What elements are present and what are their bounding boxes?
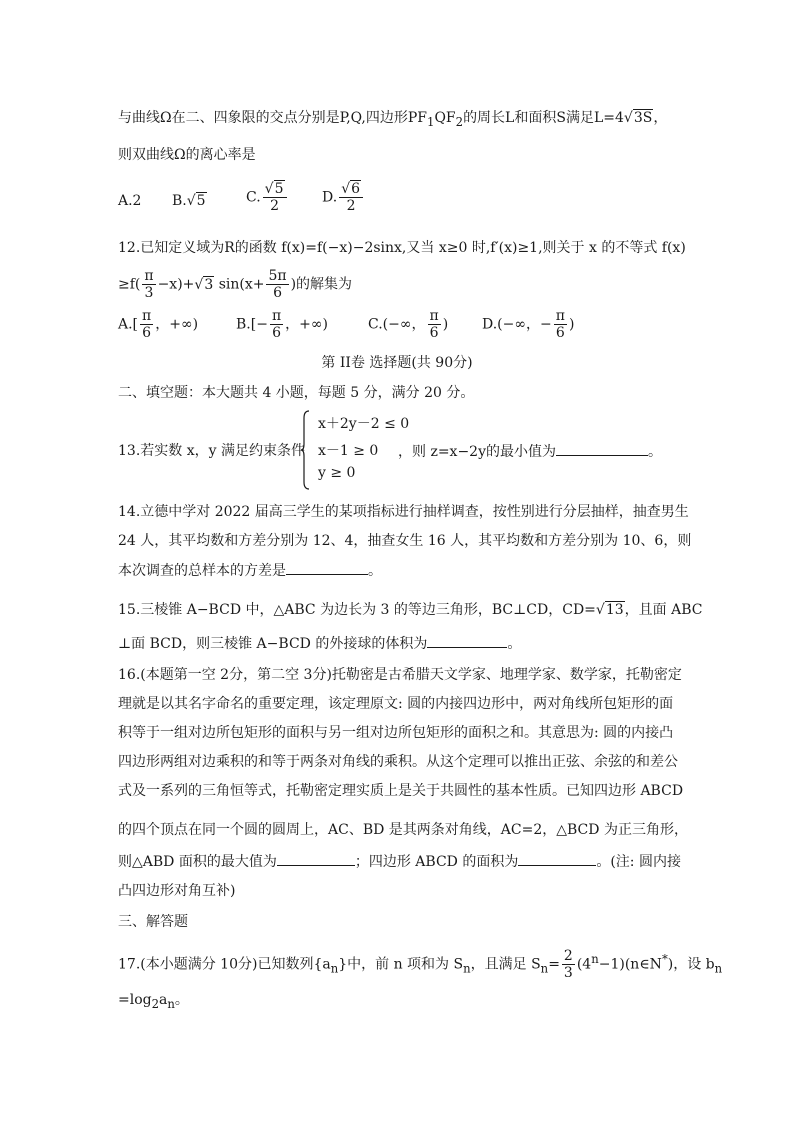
q12-text-c: sin(x+ bbox=[218, 276, 265, 293]
q13-constraint-3: y ≥ 0 bbox=[318, 465, 356, 481]
option-text: ) bbox=[568, 316, 575, 333]
q17-text-e: (4 bbox=[576, 956, 592, 973]
subscript: n bbox=[167, 996, 175, 1011]
radicand: 5 bbox=[274, 181, 284, 197]
q17-text-g: )，设 b bbox=[667, 956, 715, 973]
denominator: 6 bbox=[273, 285, 282, 301]
answer-blank-1[interactable] bbox=[277, 851, 355, 866]
numerator: π bbox=[142, 308, 152, 324]
option-text: ) bbox=[442, 316, 449, 333]
radicand: 5 bbox=[196, 193, 206, 209]
subscript: 2 bbox=[455, 114, 464, 129]
option-label: C. bbox=[246, 189, 261, 206]
option-text: ，+∞) bbox=[285, 316, 328, 333]
q16-line6: 的四个顶点在同一个圆的圆周上，AC、BD 是其两条对角线，AC=2，△BCD 为正三角形， bbox=[118, 822, 688, 838]
fraction bbox=[270, 308, 283, 341]
q17-text-f: −1)(n∈N bbox=[598, 956, 662, 973]
denominator: 3 bbox=[563, 965, 573, 981]
superscript: * bbox=[661, 951, 668, 966]
fraction bbox=[562, 948, 575, 981]
subscript: n bbox=[330, 961, 339, 976]
q17-line1 bbox=[118, 948, 722, 981]
answer-blank[interactable] bbox=[286, 560, 368, 575]
subscript: n bbox=[540, 961, 549, 976]
radicand: 13 bbox=[605, 602, 624, 618]
q11-line2: 则双曲线Ω的离心率是 bbox=[118, 147, 256, 163]
denominator: 6 bbox=[272, 325, 281, 341]
q14-line1: 14.立德中学对 2022 届高三学生的某项指标进行抽样调查，按性别进行分层抽样，抽查男生 bbox=[118, 504, 689, 520]
option-text: A.[ bbox=[118, 316, 139, 333]
q12-option-b bbox=[236, 308, 328, 341]
numerator: π bbox=[144, 268, 154, 284]
fraction: $\frac{√6}{2}$ bbox=[339, 181, 363, 214]
numerator: π bbox=[429, 308, 439, 324]
q16-line7 bbox=[118, 851, 681, 872]
q17-line2-a: =log bbox=[118, 992, 152, 1008]
part3-heading: 三、解答题 bbox=[118, 914, 188, 930]
radicand: 3S bbox=[633, 110, 653, 126]
q16-line4: 四边形两组对边乘积的和等于两条对角线的乘积。从这个定理可以推出正弦、余弦的和差公 bbox=[118, 754, 678, 770]
numerator: 5π bbox=[268, 268, 287, 284]
radicand: 3 bbox=[204, 276, 214, 293]
q16-line7-b: ；四边形 ABCD 的面积为 bbox=[354, 854, 519, 870]
q16-line8: 凸四边形对角互补) bbox=[118, 883, 236, 899]
fraction bbox=[142, 268, 155, 301]
denominator: 2 bbox=[346, 198, 356, 214]
fraction bbox=[266, 268, 288, 301]
q11-option-d bbox=[322, 181, 365, 214]
section-title: 第 II卷 选择题(共 90分) bbox=[321, 355, 473, 371]
q11-text-b: QF bbox=[434, 110, 456, 126]
q17-text-b: }中，前 n 项和为 S bbox=[338, 956, 464, 973]
sqrt-expression: √3 bbox=[194, 276, 214, 293]
q13-prefix: 13.若实数 x，y 满足约束条件 bbox=[118, 443, 305, 459]
option-label: B. bbox=[172, 193, 187, 209]
q13-suffix-text: ，则 z=x−2y的最小值为 bbox=[398, 444, 556, 460]
q11-text-a: 与曲线Ω在二、四象限的交点分别是P,Q,四边形PF bbox=[118, 110, 428, 126]
subscript: n bbox=[714, 961, 723, 976]
superscript: n bbox=[591, 951, 599, 966]
q16-line1: 16.(本题第一空 2分，第二空 3分)托勒密是古希腊天文学家、地理学家、数学家，托勒密定 bbox=[118, 667, 682, 683]
q14-line2: 24 人，其平均数和方差分别为 12、4，抽查女生 16 人，其平均数和方差分别为 10、6，则 bbox=[118, 533, 692, 549]
q17-line2-c: 。 bbox=[174, 992, 189, 1008]
q11-option-c bbox=[246, 181, 289, 214]
q14-end: 。 bbox=[368, 563, 382, 579]
option-label: D. bbox=[322, 189, 338, 206]
q12-line2 bbox=[118, 268, 352, 301]
subscript: 1 bbox=[427, 114, 435, 129]
numerator: π bbox=[555, 308, 565, 324]
numerator: π bbox=[271, 308, 282, 324]
q12-text-b: −x)+ bbox=[157, 276, 195, 293]
q15-text-b: ，且面 ABC bbox=[624, 602, 703, 618]
q16-line5: 式及一系列的三角恒等式，托勒密定理实质上是关于共圆性的基本性质。已知四边形 ABCD bbox=[118, 783, 684, 799]
fraction bbox=[554, 308, 567, 341]
q16-line7-c: 。(注: 圆内接 bbox=[596, 854, 681, 870]
q11-option-b bbox=[172, 193, 207, 209]
denominator: 3 bbox=[144, 285, 154, 301]
sqrt-expression: √5 bbox=[186, 193, 206, 209]
denominator: 2 bbox=[270, 198, 280, 214]
q14-line3 bbox=[118, 560, 382, 581]
left-brace-icon bbox=[300, 410, 310, 490]
numerator: 2 bbox=[563, 948, 573, 964]
q16-line7-a: 则△ABD 面积的最大值为 bbox=[118, 854, 277, 870]
sqrt-expression: √3S bbox=[623, 110, 653, 126]
q17-line2 bbox=[118, 990, 189, 1014]
q12-option-d bbox=[482, 308, 574, 341]
fraction bbox=[140, 308, 153, 341]
q15-line2-text: ⊥面 BCD，则三棱锥 A−BCD 的外接球的体积为 bbox=[118, 636, 428, 652]
answer-blank-2[interactable] bbox=[518, 851, 596, 866]
denominator: 6 bbox=[142, 325, 152, 341]
sqrt-expression: √13 bbox=[595, 602, 624, 618]
q11-option-a: A.2 bbox=[118, 193, 142, 209]
q16-line2: 理就是以其名字命名的重要定理，该定理原文: 圆的内接四边形中，两对角线所包矩形的面 bbox=[118, 696, 674, 712]
answer-blank[interactable] bbox=[427, 633, 507, 648]
q15-line1 bbox=[118, 600, 703, 620]
denominator: 6 bbox=[429, 325, 439, 341]
radicand: 6 bbox=[351, 181, 361, 197]
q14-line3-text: 本次调查的总样本的方差是 bbox=[118, 563, 286, 579]
q15-end: 。 bbox=[507, 636, 522, 652]
q15-line2 bbox=[118, 633, 521, 654]
subscript: n bbox=[463, 961, 471, 976]
q13-constraint-1: x＋2y－2 ≤ 0 bbox=[318, 416, 410, 432]
q12-text-d: )的解集为 bbox=[290, 276, 353, 293]
denominator: 6 bbox=[555, 325, 565, 341]
q16-line3: 积等于一组对边所包矩形的面积与另一组对边所包矩形的面积之和。其意思为: 圆的内接凸 bbox=[118, 725, 674, 741]
subscript: 2 bbox=[151, 996, 160, 1011]
q13-constraint-2: x－1 ≥ 0 bbox=[318, 443, 379, 459]
option-text: B.[− bbox=[236, 316, 268, 333]
q11-line1 bbox=[118, 108, 667, 132]
q12-line1: 12.已知定义域为R的函数 f(x)=f(−x)−2sinx,又当 x≥0 时,f′(x)≥1,则关于 x 的不等式 f(x) bbox=[118, 240, 686, 256]
option-text: ，+∞) bbox=[155, 316, 199, 333]
q17-line2-b: a bbox=[159, 992, 168, 1008]
option-text: D.(−∞，− bbox=[482, 316, 552, 333]
q13-suffix bbox=[398, 441, 662, 462]
fraction bbox=[428, 308, 441, 341]
fraction: $\frac{√5}{2}$ bbox=[263, 181, 287, 214]
q13-end: 。 bbox=[648, 444, 662, 460]
q17-text-a: 17.(本小题满分 10分)已知数列{a bbox=[118, 956, 331, 973]
q12-text-a: ≥f( bbox=[118, 276, 141, 293]
q15-text-a: 15.三棱锥 A−BCD 中，△ABC 为边长为 3 的等边三角形，BC⊥CD，CD= bbox=[118, 602, 596, 618]
option-text: C.(−∞， bbox=[368, 316, 426, 333]
part2-heading: 二、填空题：本大题共 4 小题，每题 5 分，满分 20 分。 bbox=[118, 385, 475, 401]
answer-blank[interactable] bbox=[556, 441, 648, 456]
q11-text-c: 的周长L和面积S满足L=4 bbox=[463, 110, 624, 126]
q12-option-c bbox=[368, 308, 448, 341]
q17-text-d: = bbox=[548, 956, 560, 973]
q12-option-a bbox=[118, 308, 198, 341]
q11-text-d: ， bbox=[653, 110, 668, 126]
q17-text-c: ，且满足 S bbox=[470, 956, 541, 973]
